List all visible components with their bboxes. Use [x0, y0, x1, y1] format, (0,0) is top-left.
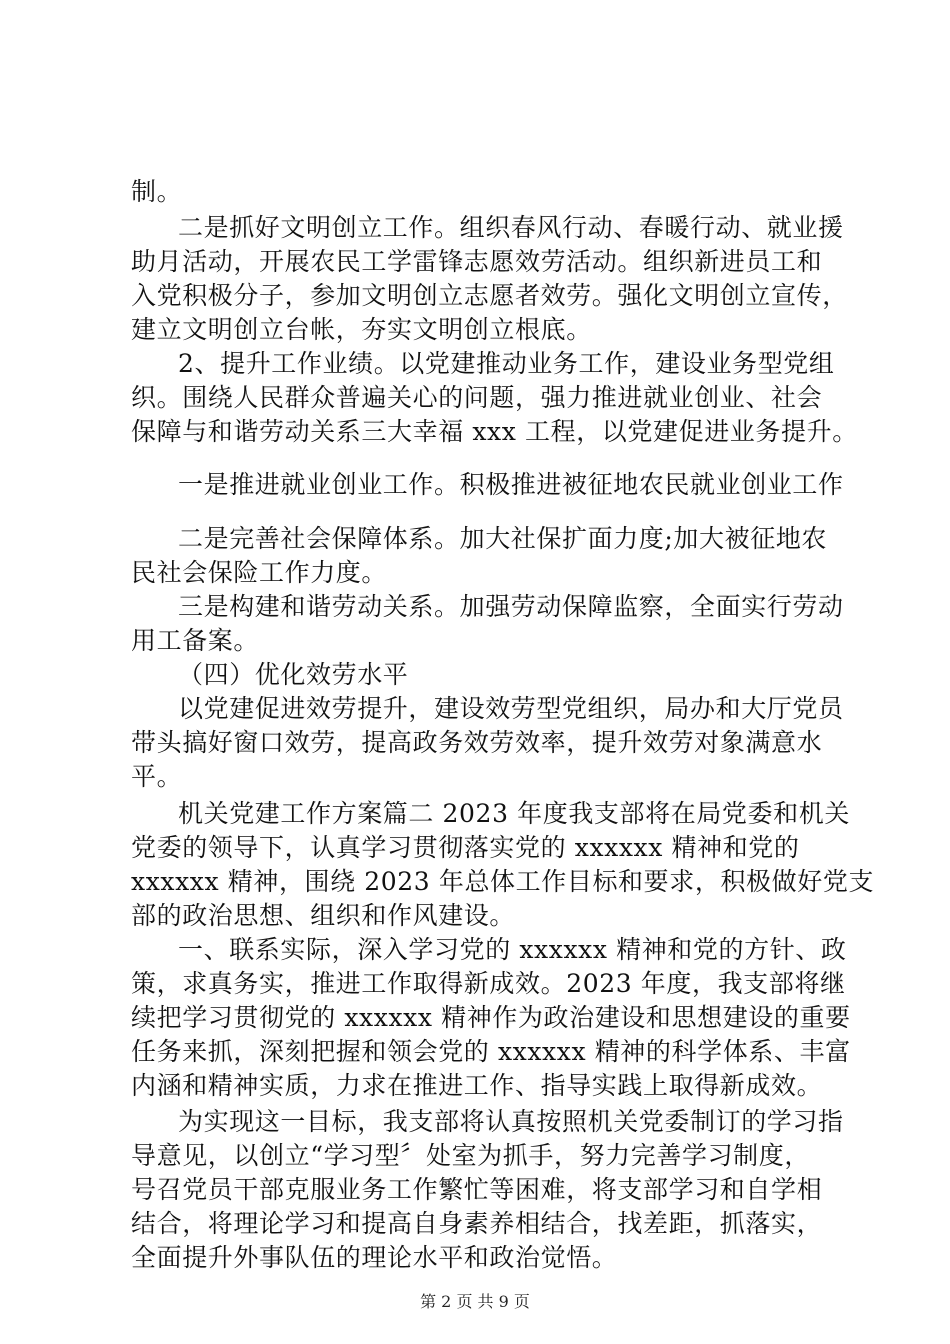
paragraph-line: 制。: [131, 177, 183, 206]
paragraph-line: 平。: [131, 762, 183, 791]
paragraph-line: 三是构建和谐劳动关系。加强劳动保障监察，全面实行劳动: [178, 592, 844, 621]
paragraph-line: 织。围绕人民群众普遍关心的问题，强力推进就业创业、社会: [131, 383, 823, 412]
paragraph-line: 带头搞好窗口效劳，提高政务效劳效率，提升效劳对象满意水: [131, 728, 823, 757]
paragraph-line: 内涵和精神实质，力求在推进工作、指导实践上取得新成效。: [131, 1071, 823, 1100]
paragraph-line: 二是抓好文明创立工作。组织春风行动、春暖行动、就业援: [178, 213, 844, 242]
section-heading: （四）优化效劳水平: [178, 660, 409, 689]
paragraph-line: 二是完善社会保障体系。加大社保扩面力度;加大被征地农: [178, 524, 828, 553]
paragraph-line: 全面提升外事队伍的理论水平和政治觉悟。: [131, 1243, 618, 1272]
paragraph-line: 保障与和谐劳动关系三大幸福 xxx 工程，以党建促进业务提升。: [131, 417, 858, 446]
paragraph-line: 为实现这一目标，我支部将认真按照机关党委制订的学习指: [178, 1107, 844, 1136]
page-number-footer: 第 2 页 共 9 页: [420, 1292, 530, 1311]
paragraph-line: xxxxxx 精神，围绕 2023 年总体工作目标和要求，积极做好党支: [131, 867, 875, 896]
paragraph-line: 策，求真务实，推进工作取得新成效。2023 年度，我支部将继: [131, 969, 846, 998]
paragraph-line: 部的政治思想、组织和作风建设。: [131, 901, 516, 930]
paragraph-line: 一、联系实际，深入学习党的 xxxxxx 精神和党的方针、政: [178, 935, 847, 964]
paragraph-line: 2、提升工作业绩。以党建推动业务工作，建设业务型党组: [178, 349, 835, 378]
paragraph-line: 党委的领导下，认真学习贯彻落实党的 xxxxxx 精神和党的: [131, 833, 800, 862]
paragraph-line: 建立文明创立台帐，夯实文明创立根底。: [131, 315, 592, 344]
paragraph-line: 续把学习贯彻党的 xxxxxx 精神作为政治建设和思想建设的重要: [131, 1003, 851, 1032]
paragraph-line: 以党建促进效劳提升，建设效劳型党组织，局办和大厅党员: [178, 694, 844, 723]
paragraph-line: 机关党建工作方案篇二 2023 年度我支部将在局党委和机关: [178, 799, 850, 828]
paragraph-line: 号召党员干部克服业务工作繁忙等困难，将支部学习和自学相: [131, 1175, 823, 1204]
paragraph-line: 任务来抓，深刻把握和领会党的 xxxxxx 精神的科学体系、丰富: [131, 1037, 851, 1066]
paragraph-line: 民社会保险工作力度。: [131, 558, 388, 587]
paragraph-line: 入党积极分子，参加文明创立志愿者效劳。强化文明创立宣传，: [131, 281, 848, 310]
paragraph-line: 结合，将理论学习和提高自身素养相结合，找差距，抓落实，: [131, 1209, 823, 1238]
paragraph-line: 助月活动，开展农民工学雷锋志愿效劳活动。组织新进员工和: [131, 247, 823, 276]
paragraph-line: 用工备案。: [131, 626, 260, 655]
paragraph-line: 一是推进就业创业工作。积极推进被征地农民就业创业工作: [178, 470, 844, 499]
paragraph-line: 导意见，以创立“学习型〞处室为抓手，努力完善学习制度，: [131, 1141, 810, 1170]
